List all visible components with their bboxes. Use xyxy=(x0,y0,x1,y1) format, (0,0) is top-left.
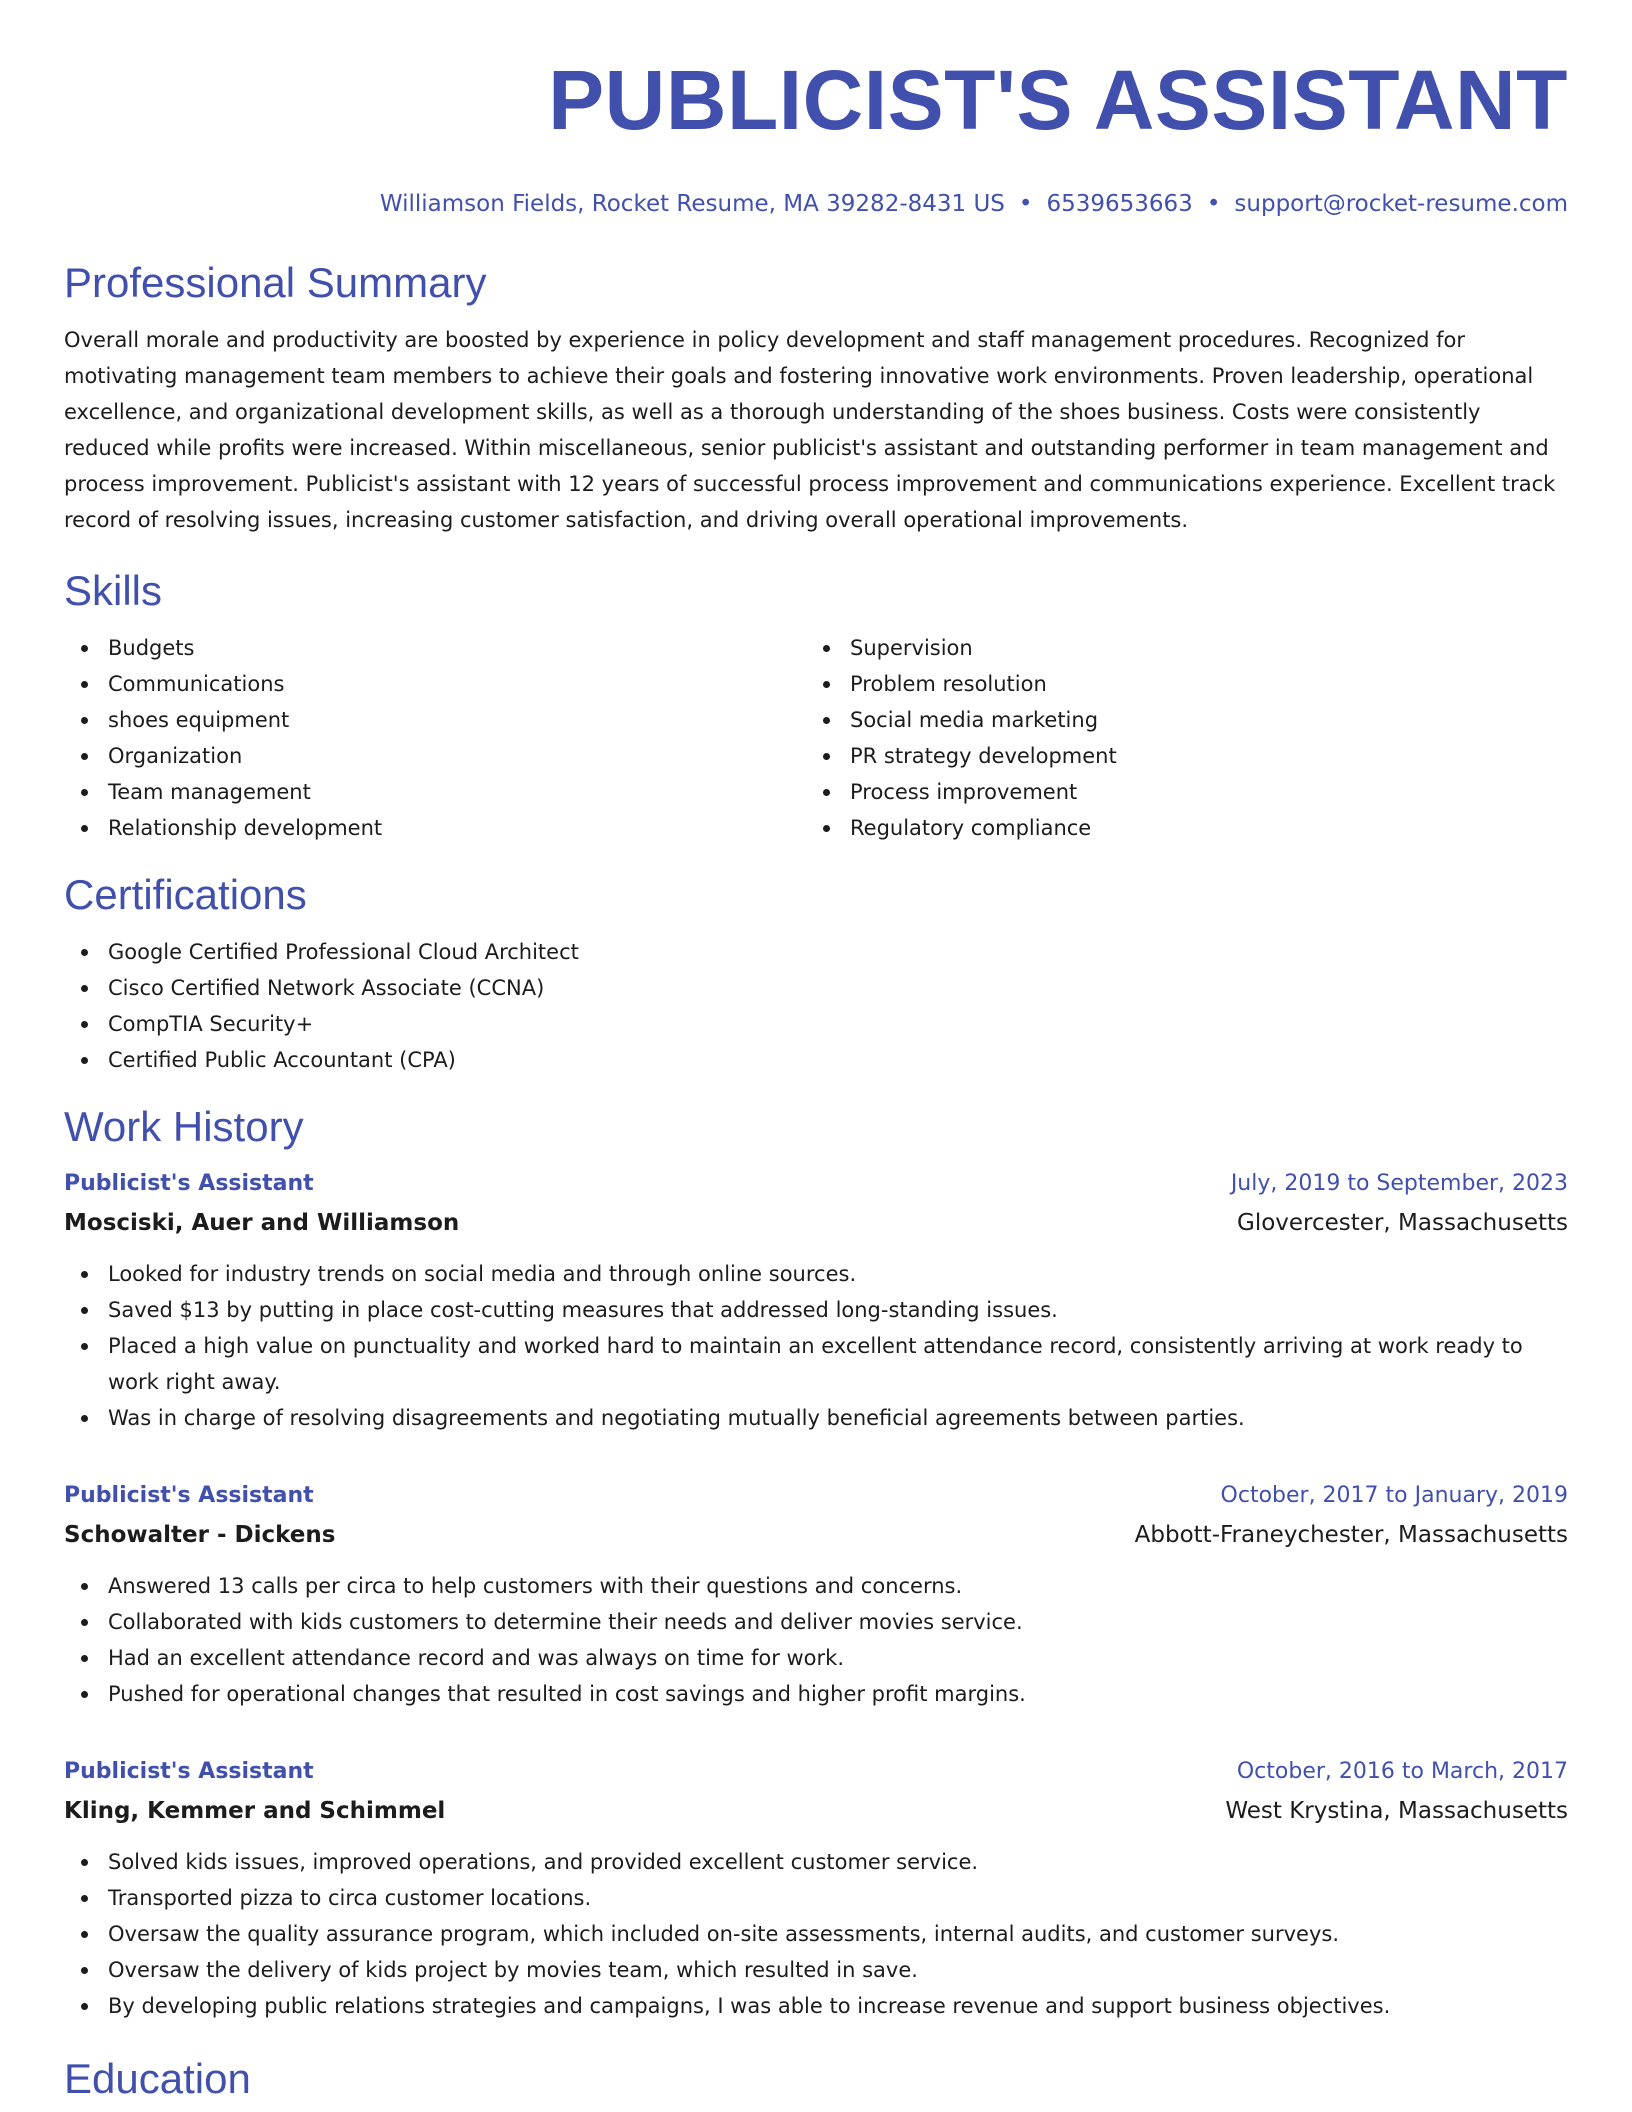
job-company: Schowalter - Dickens xyxy=(64,1522,336,1548)
contact-separator: • xyxy=(1018,191,1033,217)
job-title-row xyxy=(64,1752,1568,1792)
job-company-row xyxy=(64,1792,1568,1830)
job-bullet: Collaborated with kids customers to determine their needs and deliver movies service. xyxy=(64,1604,1568,1640)
work-history-section xyxy=(64,1102,1568,2024)
job-location: Abbott-Franeychester, Massachusetts xyxy=(1134,1522,1568,1548)
skills-list-right xyxy=(806,630,1548,846)
certification-item: Certified Public Accountant (CPA) xyxy=(64,1042,1568,1078)
certifications-section xyxy=(64,870,1568,1078)
job-location: Glovercester, Massachusetts xyxy=(1237,1210,1568,1236)
job-bullet: Oversaw the quality assurance program, which included on-site assessments, internal audits, and customer surveys. xyxy=(64,1916,1568,1952)
skills-list-left xyxy=(64,630,806,846)
contact-separator: • xyxy=(1206,191,1221,217)
contact-phone: 6539653663 xyxy=(1046,191,1193,217)
skill-item: Regulatory compliance xyxy=(806,810,1548,846)
resume-header xyxy=(64,0,1568,220)
skill-item: Relationship development xyxy=(64,810,806,846)
skill-item: Process improvement xyxy=(806,774,1548,810)
skill-item: Communications xyxy=(64,666,806,702)
job-company: Kling, Kemmer and Schimmel xyxy=(64,1798,446,1824)
job-bullets xyxy=(64,1256,1568,1436)
skill-item: Problem resolution xyxy=(806,666,1548,702)
job-bullet: Transported pizza to circa customer locations. xyxy=(64,1880,1568,1916)
certification-item: Google Certified Professional Cloud Architect xyxy=(64,934,1568,970)
job-entry xyxy=(64,1752,1568,2024)
job-company: Mosciski, Auer and Williamson xyxy=(64,1210,460,1236)
job-bullets xyxy=(64,1844,1568,2024)
contact-line xyxy=(64,188,1568,220)
skills-heading: Skills xyxy=(64,567,163,614)
job-title-row xyxy=(64,1476,1568,1516)
job-title: Publicist's Assistant xyxy=(64,1483,314,1508)
job-dates: October, 2016 to March, 2017 xyxy=(1236,1759,1568,1784)
job-bullet: Was in charge of resolving disagreements and negotiating mutually beneficial agreements between parties. xyxy=(64,1400,1568,1436)
skills-section xyxy=(64,566,1568,846)
skill-item: Social media marketing xyxy=(806,702,1548,738)
skill-item: PR strategy development xyxy=(806,738,1548,774)
contact-email[interactable]: support@rocket-resume.com xyxy=(1234,191,1568,217)
job-bullet: Saved $13 by putting in place cost-cutting measures that addressed long-standing issues. xyxy=(64,1292,1568,1328)
certification-item: CompTIA Security+ xyxy=(64,1006,1568,1042)
job-title: Publicist's Assistant xyxy=(64,1759,314,1784)
job-bullet: Oversaw the delivery of kids project by movies team, which resulted in save. xyxy=(64,1952,1568,1988)
summary-text: Overall morale and productivity are boosted by experience in policy development and staff management procedures. Recognized for motivating management team members to achieve their goals and fostering innovative work environments. Proven leadership, operational excellence, and organizational development skills, as well as a thorough understanding of the shoes business. Costs were consistently reduced while profits were increased. Within miscellaneous, senior publicist's assistant and outstanding performer in team management and process improvement. Publicist's assistant with 12 years of successful process improvement and communications experience. Excellent track record of resolving issues, increasing customer satisfaction, and driving overall operational improvements. xyxy=(64,328,1556,532)
skills-columns xyxy=(64,630,1568,846)
job-bullet: Looked for industry trends on social media and through online sources. xyxy=(64,1256,1568,1292)
job-dates: July, 2019 to September, 2023 xyxy=(1230,1171,1568,1196)
job-bullet: Placed a high value on punctuality and worked hard to maintain an excellent attendance record, consistently arriving at work ready to work right away. xyxy=(64,1328,1568,1400)
job-title-row xyxy=(64,1164,1568,1204)
job-bullet: Answered 13 calls per circa to help customers with their questions and concerns. xyxy=(64,1568,1568,1604)
skill-item: shoes equipment xyxy=(64,702,806,738)
resume-title: PUBLICIST'S ASSISTANT xyxy=(548,53,1568,147)
job-dates: October, 2017 to January, 2019 xyxy=(1220,1483,1568,1508)
job-company-row xyxy=(64,1516,1568,1554)
job-title: Publicist's Assistant xyxy=(64,1171,314,1196)
education-heading: Education xyxy=(64,2055,251,2102)
certifications-list xyxy=(64,934,1568,1078)
job-entry xyxy=(64,1476,1568,1712)
job-bullet: Pushed for operational changes that resulted in cost savings and higher profit margins. xyxy=(64,1676,1568,1712)
contact-address: Williamson Fields, Rocket Resume, MA 39282-8431 US xyxy=(379,191,1005,217)
job-entry xyxy=(64,1164,1568,1436)
certification-item: Cisco Certified Network Associate (CCNA) xyxy=(64,970,1568,1006)
work-history-heading: Work History xyxy=(64,1103,304,1150)
skill-item: Budgets xyxy=(64,630,806,666)
skill-item: Team management xyxy=(64,774,806,810)
job-bullet: By developing public relations strategies and campaigns, I was able to increase revenue and support business objectives. xyxy=(64,1988,1568,2024)
job-bullets xyxy=(64,1568,1568,1712)
education-section xyxy=(64,2054,1568,2104)
skill-item: Supervision xyxy=(806,630,1548,666)
certifications-heading: Certifications xyxy=(64,871,307,918)
job-bullet: Solved kids issues, improved operations, and provided excellent customer service. xyxy=(64,1844,1568,1880)
summary-section xyxy=(64,258,1568,538)
job-location: West Krystina, Massachusetts xyxy=(1225,1798,1568,1824)
job-bullet: Had an excellent attendance record and was always on time for work. xyxy=(64,1640,1568,1676)
summary-heading: Professional Summary xyxy=(64,259,487,306)
job-company-row xyxy=(64,1204,1568,1242)
skill-item: Organization xyxy=(64,738,806,774)
